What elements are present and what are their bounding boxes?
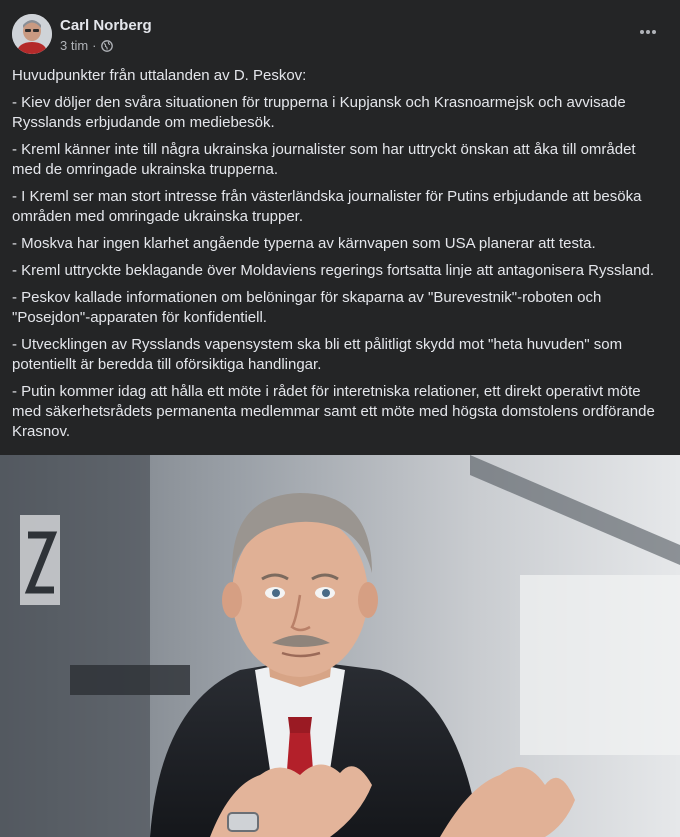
- author-name[interactable]: Carl Norberg: [60, 17, 152, 34]
- post-paragraph: - Putin kommer idag att hålla ett möte i rådet för interetniska relationer, ett direkt operativt möte med säkerhetsrådets permanenta medlemmar samt ett möte med högsta domstolens ordförande Krasnov.: [12, 383, 655, 440]
- avatar[interactable]: [12, 14, 52, 54]
- post-paragraph: Huvudpunkter från uttalanden av D. Peskov:: [12, 67, 307, 84]
- post-paragraph: - I Kreml ser man stort intresse från västerländska journalister för Putins erbjudande att besöka områden med omringade ukrainska trupper.: [12, 188, 642, 225]
- meta-separator: ·: [92, 38, 97, 53]
- post-paragraph: - Peskov kallade informationen om belöningar för skaparna av "Burevestnik"-roboten och "Posejdon"-apparaten för konfidentiell.: [12, 289, 602, 326]
- more-icon[interactable]: [636, 20, 660, 44]
- post-meta: [60, 38, 113, 53]
- post-time[interactable]: 3 tim: [60, 38, 89, 53]
- post-photo[interactable]: [0, 455, 680, 837]
- post-paragraph: - Kreml känner inte till några ukrainska journalister som har uttryckt önskan att åka till området med de omringade ukrainska trupperna.: [12, 141, 636, 178]
- post-header: [12, 14, 668, 56]
- post-paragraph: - Moskva har ingen klarhet angående typerna av kärnvapen som USA planerar att testa.: [12, 235, 596, 252]
- post-paragraph: - Kreml uttryckte beklagande över Moldaviens regerings fortsatta linje att antagonisera Ryssland.: [12, 262, 654, 279]
- globe-icon[interactable]: [101, 40, 113, 52]
- post-paragraph: - Utvecklingen av Rysslands vapensystem ska bli ett pålitligt skydd mot "heta huvuden" som potentiellt är beredda till oförsiktiga handlingar.: [12, 336, 623, 373]
- post-text: [12, 66, 662, 449]
- post-paragraph: - Kiev döljer den svåra situationen för trupperna i Kupjansk och Krasnoarmejsk och avvisade Rysslands erbjudande om mediebesök.: [12, 94, 626, 131]
